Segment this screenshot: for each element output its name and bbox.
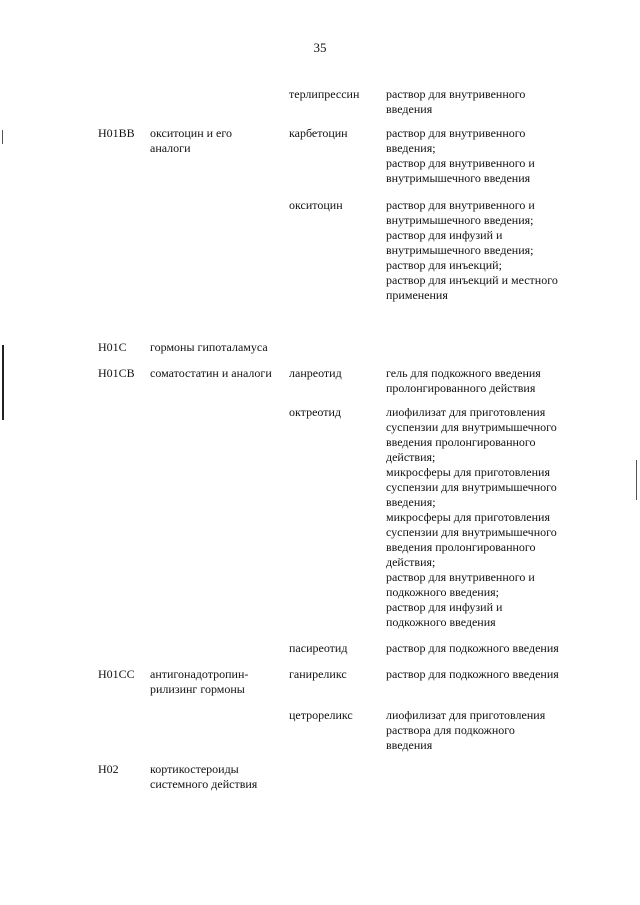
dosage-form-line: лиофилизат для приготовления [386,405,546,419]
dosage-form [386,708,578,753]
atc-code: H01CC [98,667,135,681]
drug-name: ланреотид [289,366,342,380]
dosage-form-line: подкожного введения; [386,585,499,599]
dosage-form-line: введения пролонгированного [386,540,536,554]
drug-name: терлипрессин [289,87,360,101]
drug-name: карбетоцин [289,126,348,140]
atc-group-name-line: соматостатин и аналоги [150,366,272,380]
atc-code: H02 [98,762,119,776]
dosage-form-line: применения [386,288,448,302]
dosage-form-line: микросферы для приготовления [386,510,550,524]
dosage-form-line: раствор для внутривенного и [386,198,535,212]
dosage-form-line: раствор для внутривенного [386,87,526,101]
atc-group-name [150,126,284,156]
dosage-form-line: введения [386,102,433,116]
dosage-form-line: введения [386,738,433,752]
dosage-form [386,126,578,186]
atc-group-name-line: системного действия [150,777,258,791]
drug-name: окситоцин [289,198,343,212]
atc-group-name [150,340,284,355]
dosage-form-line: суспензии для внутримышечного [386,525,557,539]
dosage-form-line: раствор для внутривенного и [386,156,535,170]
dosage-form-line: суспензии для внутримышечного [386,420,557,434]
atc-group-name [150,667,284,697]
dosage-form-line: микросферы для приготовления [386,465,550,479]
dosage-form [386,87,578,117]
dosage-form-line: раствор для внутривенного [386,126,526,140]
scan-mark [2,130,3,144]
drug-name: пасиреотид [289,641,348,655]
dosage-form-line: раствор для инъекций; [386,258,502,272]
drug-name: цетрореликс [289,708,353,722]
atc-group-name [150,762,284,792]
dosage-form-line: раствор для инфузий и [386,600,503,614]
dosage-form [386,198,578,303]
dosage-form-line: гель для подкожного введения [386,366,541,380]
atc-group-name-line: антигонадотропин- [150,667,249,681]
dosage-form-line: лиофилизат для приготовления [386,708,546,722]
atc-group-name-line: аналоги [150,141,191,155]
dosage-form-line: действия; [386,450,436,464]
dosage-form-line: раствор для внутривенного и [386,570,535,584]
dosage-form [386,405,578,630]
atc-group-name-line: окситоцин и его [150,126,233,140]
drug-name: ганиреликс [289,667,347,681]
scan-mark [2,345,4,420]
dosage-form [386,667,578,682]
drug-name: октреотид [289,405,342,419]
dosage-form-line: введения; [386,495,436,509]
scan-mark [636,460,637,500]
page-number: 35 [313,40,327,55]
dosage-form-line: введения пролонгированного [386,435,536,449]
atc-code: H01CB [98,366,135,380]
dosage-form-line: раствор для инъекций и местного [386,273,558,287]
dosage-form-line: суспензии для внутримышечного [386,480,557,494]
dosage-form-line: раствор для подкожного введения [386,641,559,655]
dosage-form-line: подкожного введения [386,615,496,629]
dosage-form-line: раствор для инфузий и [386,228,503,242]
dosage-form-line: введения; [386,141,436,155]
atc-group-name-line: рилизинг гормоны [150,682,245,696]
dosage-form-line: внутримышечного введения; [386,243,534,257]
dosage-form-line: пролонгированного действия [386,381,536,395]
dosage-form-line: раствор для подкожного введения [386,667,559,681]
dosage-form-line: внутримышечного введения; [386,213,534,227]
dosage-form [386,641,578,656]
atc-code: H01BB [98,126,135,140]
atc-group-name-line: кортикостероиды [150,762,239,776]
dosage-form-line: действия; [386,555,436,569]
dosage-form-line: раствора для подкожного [386,723,515,737]
dosage-form [386,366,578,396]
dosage-form-line: внутримышечного введения [386,171,531,185]
atc-code: H01C [98,340,127,354]
atc-group-name [150,366,284,381]
atc-group-name-line: гормоны гипоталамуса [150,340,268,354]
